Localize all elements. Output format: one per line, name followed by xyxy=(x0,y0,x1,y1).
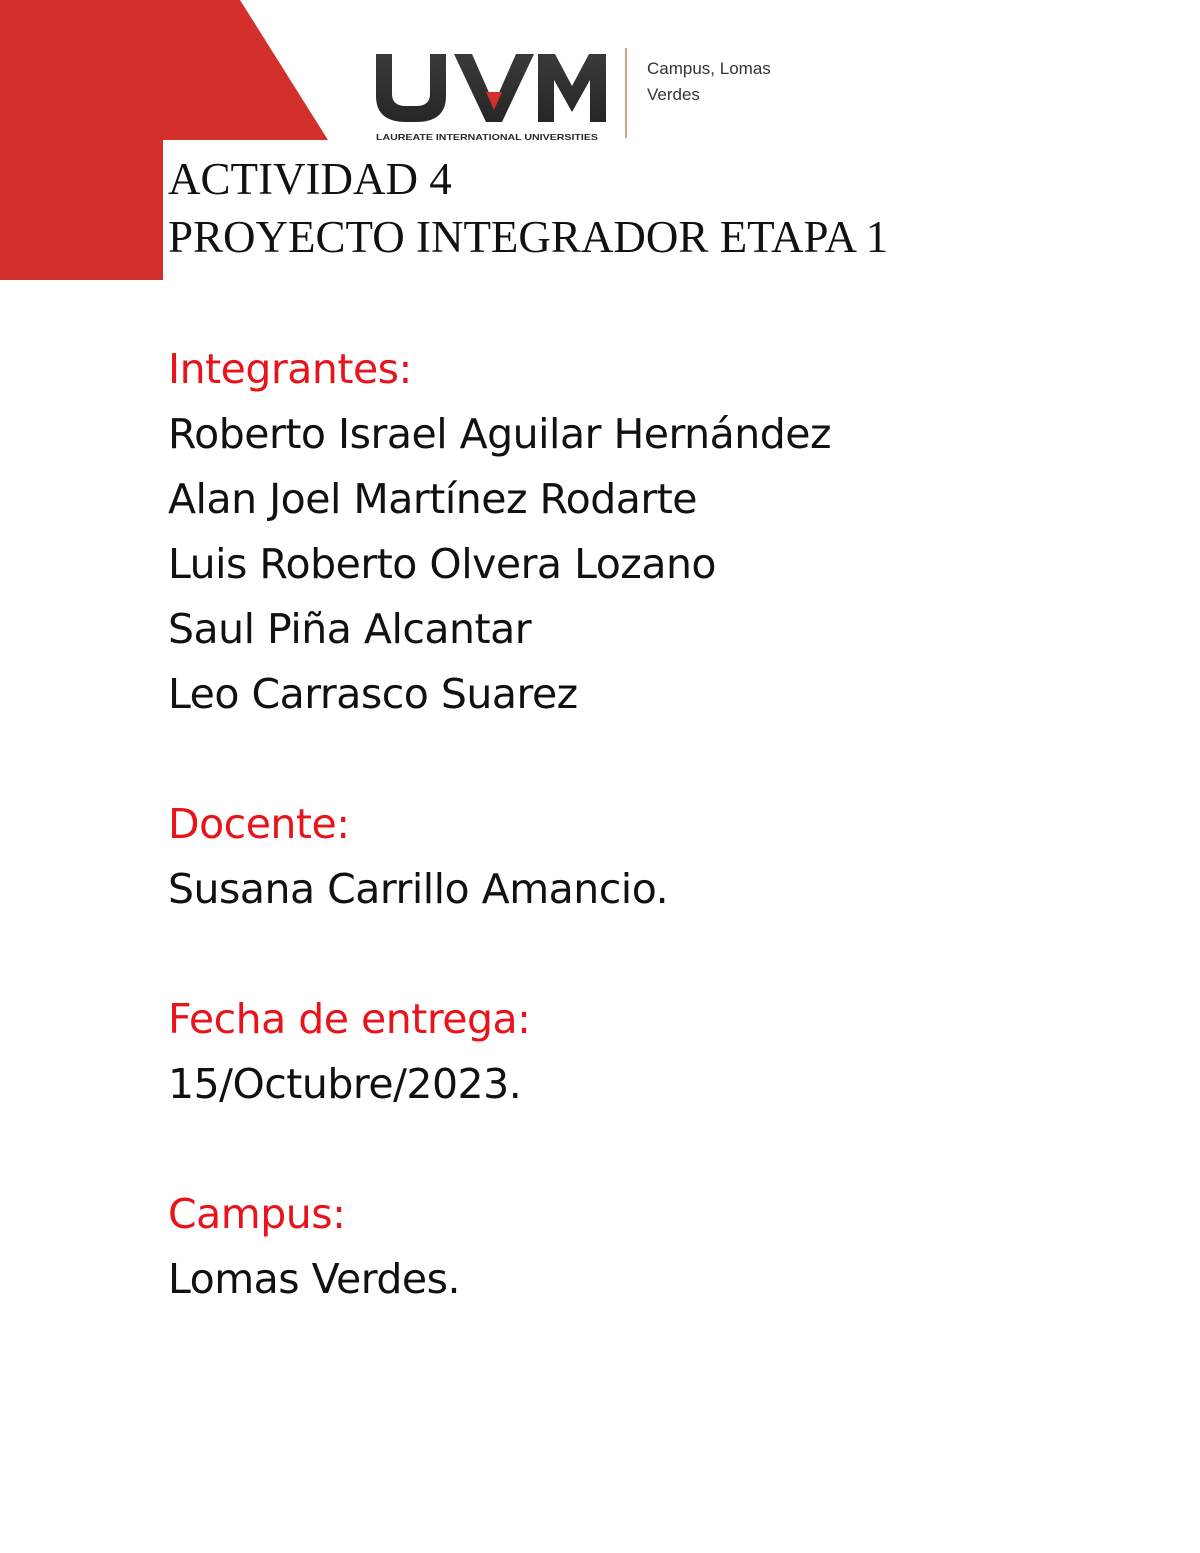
campus-tag-line2: Verdes xyxy=(647,85,700,104)
member-name: Saul Piña Alcantar xyxy=(168,605,532,653)
member-name: Alan Joel Martínez Rodarte xyxy=(168,475,698,523)
logo-divider xyxy=(625,48,627,138)
title-project: PROYECTO INTEGRADOR ETAPA 1 xyxy=(168,212,889,262)
cover-content xyxy=(168,337,1148,1312)
spacer xyxy=(168,922,1148,987)
fecha-label: Fecha de entrega: xyxy=(168,995,531,1043)
member-name: Leo Carrasco Suarez xyxy=(168,670,578,718)
integrantes-label: Integrantes: xyxy=(168,345,412,393)
member-name: Luis Roberto Olvera Lozano xyxy=(168,540,717,588)
spacer xyxy=(168,1117,1148,1182)
spacer xyxy=(168,727,1148,792)
docente-name: Susana Carrillo Amancio. xyxy=(168,865,669,913)
svg-text:LAUREATE INTERNATIONAL UNIVERS: LAUREATE INTERNATIONAL UNIVERSITIES xyxy=(376,133,599,142)
document-title xyxy=(168,150,888,266)
campus-tag-line1: Campus, Lomas xyxy=(647,59,771,78)
docente-label: Docente: xyxy=(168,800,350,848)
campus-value: Lomas Verdes. xyxy=(168,1255,461,1303)
campus-tag xyxy=(647,56,807,108)
member-name: Roberto Israel Aguilar Hernández xyxy=(168,410,832,458)
title-activity: ACTIVIDAD 4 xyxy=(168,154,452,204)
uvm-logo xyxy=(372,48,606,148)
fecha-value: 15/Octubre/2023. xyxy=(168,1060,522,1108)
campus-label: Campus: xyxy=(168,1190,346,1238)
